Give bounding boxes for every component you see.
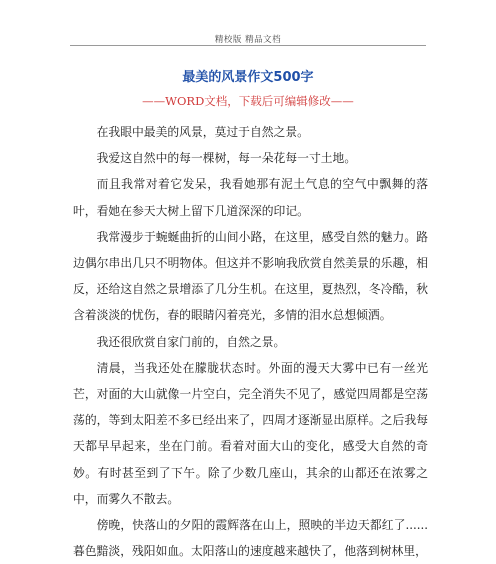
paragraph: 而且我常对着它发呆，我看她那有泥土气息的空气中飘舞的落叶，看她在参天大树上留下几道深深的印记。 [73,177,428,218]
paragraph: 在我眼中最美的风景，莫过于自然之景。 [96,125,309,139]
paragraph: 我爱这自然中的每一棵树，每一朵花每一寸土地。 [96,151,357,166]
paragraph: 傍晚，快落山的夕阳的霞辉落在山上，照映的半边天都红了......暮色黯淡，残阳如血。太阳落山的速度越来越快了，他落到树林里， [73,518,428,559]
document-body [73,119,428,564]
header-text: 精校版 精品文档 [214,35,282,45]
document-subtitle: ——WORD文档，下载后可编辑修改—— [142,94,354,108]
paragraph: 我还很欣赏自家门前的，自然之景。 [96,334,286,349]
header-divider [70,45,426,46]
paragraph: 清晨，当我还处在朦胧状态时。外面的漫天大雾中已有一丝光芒，对面的大山就像一片空白，完全消失不见了，感觉四周都是空荡荡的，等到太阳差不多已经出来了，四周才逐渐显出原样。之后我每天都早早起来，坐在门前。看着对面大山的变化，感受大自然的奇妙。有时甚至到了下午。除了少数几座山，其余的山都还在浓雾之中，而雾久不散去。 [73,360,428,506]
paragraph: 我常漫步于蜿蜒曲折的山间小路，在这里，感受自然的魅力。路边偶尔串出几只不明物体。但这并不影响我欣赏自然美景的乐趣，相反，还给这自然之景增添了几分生机。在这里，夏热烈，冬冷酷，秋含着淡淡的忧伤，春的眼睛闪着亮光，多情的泪水总想倾洒。 [73,229,428,323]
document-title: 最美的风景作文500字 [182,70,314,85]
